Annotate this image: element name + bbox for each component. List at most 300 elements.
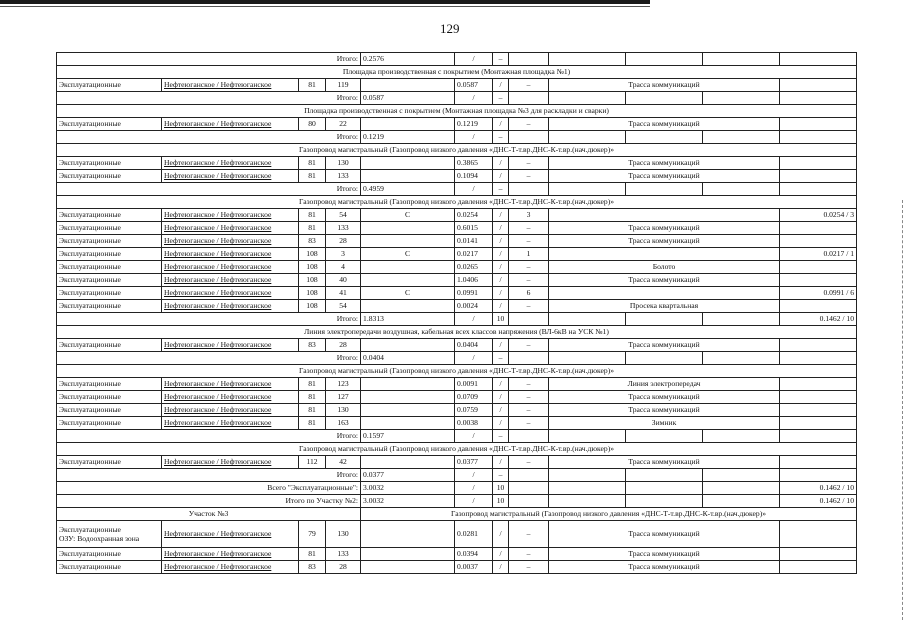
quarter-cell: 81 <box>299 378 326 391</box>
location-cell: Нефтеюганское / Нефтеюганское <box>162 391 299 404</box>
land-type-cell: Трасса коммуникаций <box>549 561 780 574</box>
slash-cell: / <box>493 222 509 235</box>
area-cell: 0.2576 <box>361 53 455 66</box>
blank-cell <box>703 495 780 508</box>
blank-cell <box>509 482 549 495</box>
blank-cell <box>703 352 780 365</box>
total-label: Итого: <box>57 53 361 66</box>
data-row <box>57 118 857 131</box>
category-cell <box>57 521 162 548</box>
count-cell: – <box>509 404 549 417</box>
data-row <box>57 274 857 287</box>
quarter-cell: 108 <box>299 248 326 261</box>
count-cell: – <box>509 79 549 92</box>
encumbrance-cell <box>780 391 857 404</box>
area-cell: 3.0032 <box>361 482 455 495</box>
category-text: Эксплуатационные <box>59 80 121 90</box>
encumbrance-cell <box>780 469 857 482</box>
count-cell: – <box>509 222 549 235</box>
area-cell: 0.0377 <box>455 456 493 469</box>
area-cell: 0.0587 <box>361 92 455 105</box>
category-text: Эксплуатационные <box>59 262 121 272</box>
quarter-cell: 83 <box>299 561 326 574</box>
quarter-cell: 83 <box>299 235 326 248</box>
location-cell: Нефтеюганское / Нефтеюганское <box>162 235 299 248</box>
code-cell <box>361 391 455 404</box>
data-row <box>57 404 857 417</box>
plot-cell: 41 <box>326 287 361 300</box>
quarter-cell: 112 <box>299 456 326 469</box>
quarter-cell: 81 <box>299 222 326 235</box>
area-cell: 0.6015 <box>455 222 493 235</box>
blank-cell <box>626 495 703 508</box>
blank-cell <box>703 469 780 482</box>
object-header-row <box>57 365 857 378</box>
count-cell: – <box>493 352 509 365</box>
plot-cell: 4 <box>326 261 361 274</box>
object-title: Газопровод магистральный (Газопровод низкого давления «ДНС-Т-т.вр.ДНС-К-т.вр.(нач.дюкер)» <box>57 144 857 157</box>
slash-cell: / <box>455 352 493 365</box>
category-cell <box>57 339 162 352</box>
slash-cell: / <box>493 235 509 248</box>
count-cell: 3 <box>509 209 549 222</box>
slash-cell: / <box>493 417 509 430</box>
blank-cell <box>703 53 780 66</box>
blank-cell <box>626 469 703 482</box>
land-type-cell: Трасса коммуникаций <box>549 235 780 248</box>
encumbrance-cell <box>780 339 857 352</box>
data-row <box>57 339 857 352</box>
total-label: Итого: <box>57 92 361 105</box>
slash-cell: / <box>455 430 493 443</box>
blank-cell <box>509 183 549 196</box>
encumbrance-cell <box>780 118 857 131</box>
encumbrance-cell <box>780 404 857 417</box>
data-row <box>57 209 857 222</box>
encumbrance-cell: 0.0217 / 1 <box>780 248 857 261</box>
blank-cell <box>703 131 780 144</box>
quarter-cell: 81 <box>299 209 326 222</box>
object-header-row <box>57 326 857 339</box>
blank-cell <box>626 131 703 144</box>
category-cell <box>57 209 162 222</box>
plot-cell: 54 <box>326 300 361 313</box>
quarter-cell: 81 <box>299 417 326 430</box>
area-cell: 0.0404 <box>455 339 493 352</box>
code-cell <box>361 404 455 417</box>
quarter-cell: 108 <box>299 261 326 274</box>
blank-cell <box>703 313 780 326</box>
category-cell <box>57 274 162 287</box>
blank-cell <box>703 92 780 105</box>
slash-cell: / <box>493 378 509 391</box>
total-row <box>57 469 857 482</box>
blank-cell <box>626 430 703 443</box>
category-cell <box>57 170 162 183</box>
total-row <box>57 53 857 66</box>
slash-cell: / <box>493 404 509 417</box>
encumbrance-cell <box>780 352 857 365</box>
code-cell <box>361 222 455 235</box>
land-type-cell: Зимник <box>549 417 780 430</box>
encumbrance-cell: 0.1462 / 10 <box>780 482 857 495</box>
area-cell: 0.0141 <box>455 235 493 248</box>
data-row <box>57 261 857 274</box>
quarter-cell: 81 <box>299 157 326 170</box>
category-text: Эксплуатационные <box>59 171 121 181</box>
category-text: Эксплуатационные <box>59 301 121 311</box>
data-row <box>57 157 857 170</box>
data-row <box>57 548 857 561</box>
blank-cell <box>509 92 549 105</box>
count-cell: – <box>509 548 549 561</box>
land-type-cell: Трасса коммуникаций <box>549 118 780 131</box>
total-label: Итого: <box>57 183 361 196</box>
object-title: Газопровод магистральный (Газопровод низкого давления «ДНС-Т-т.вр.ДНС-К-т.вр.(нач.дюкер)» <box>57 365 857 378</box>
encumbrance-cell: 0.0254 / 3 <box>780 209 857 222</box>
code-cell: С <box>361 209 455 222</box>
data-row <box>57 170 857 183</box>
plot-cell: 28 <box>326 235 361 248</box>
location-cell: Нефтеюганское / Нефтеюганское <box>162 561 299 574</box>
plot-cell: 119 <box>326 79 361 92</box>
data-row <box>57 300 857 313</box>
category-cell <box>57 548 162 561</box>
object-title: Площадка производственная с покрытием (Монтажная площадка №1) <box>57 66 857 79</box>
blank-cell <box>626 313 703 326</box>
code-cell <box>361 274 455 287</box>
slash-cell: / <box>493 456 509 469</box>
plot-cell: 133 <box>326 548 361 561</box>
encumbrance-cell <box>780 131 857 144</box>
category-cell <box>57 261 162 274</box>
page-number: 129 <box>440 21 460 36</box>
location-cell: Нефтеюганское / Нефтеюганское <box>162 79 299 92</box>
quarter-cell: 81 <box>299 170 326 183</box>
code-cell <box>361 521 455 548</box>
category-text: Эксплуатационные <box>59 379 121 389</box>
encumbrance-cell <box>780 170 857 183</box>
plot-cell: 3 <box>326 248 361 261</box>
quarter-cell: 81 <box>299 404 326 417</box>
land-type-cell: Трасса коммуникаций <box>549 170 780 183</box>
land-type-cell: Трасса коммуникаций <box>549 548 780 561</box>
category-cell <box>57 300 162 313</box>
count-cell: – <box>493 131 509 144</box>
count-cell: – <box>509 391 549 404</box>
count-cell: – <box>509 561 549 574</box>
code-cell: С <box>361 287 455 300</box>
count-cell: – <box>509 118 549 131</box>
object-header-row <box>57 196 857 209</box>
data-row <box>57 222 857 235</box>
slash-cell: / <box>455 495 493 508</box>
blank-cell <box>626 482 703 495</box>
total-row <box>57 482 857 495</box>
slash-cell: / <box>455 53 493 66</box>
blank-cell <box>626 183 703 196</box>
encumbrance-cell <box>780 274 857 287</box>
slash-cell: / <box>455 183 493 196</box>
slash-cell: / <box>493 287 509 300</box>
slash-cell: / <box>493 79 509 92</box>
land-type-cell: Трасса коммуникаций <box>549 79 780 92</box>
code-cell <box>361 118 455 131</box>
encumbrance-cell <box>780 300 857 313</box>
location-cell: Нефтеюганское / Нефтеюганское <box>162 261 299 274</box>
blank-cell <box>549 430 626 443</box>
location-cell: Нефтеюганское / Нефтеюганское <box>162 339 299 352</box>
blank-cell <box>509 352 549 365</box>
encumbrance-cell <box>780 222 857 235</box>
slash-cell: / <box>455 469 493 482</box>
data-row <box>57 456 857 469</box>
category-text: Эксплуатационные <box>59 119 121 129</box>
area-cell: 0.0091 <box>455 378 493 391</box>
location-cell: Нефтеюганское / Нефтеюганское <box>162 209 299 222</box>
total-label: Всего "Эксплуатационные": <box>57 482 361 495</box>
count-cell: – <box>509 300 549 313</box>
encumbrance-cell: 0.1462 / 10 <box>780 495 857 508</box>
quarter-cell: 81 <box>299 391 326 404</box>
area-cell: 0.0254 <box>455 209 493 222</box>
category-text: Эксплуатационные <box>59 457 121 467</box>
blank-cell <box>549 131 626 144</box>
encumbrance-cell <box>780 92 857 105</box>
count-cell: – <box>509 157 549 170</box>
category-cell <box>57 417 162 430</box>
data-row <box>57 248 857 261</box>
data-row <box>57 391 857 404</box>
blank-cell <box>626 92 703 105</box>
blank-cell <box>549 482 626 495</box>
object-title: Газопровод магистральный (Газопровод низкого давления «ДНС-Т-т.вр.ДНС-К-т.вр.(нач.дюкер)» <box>57 443 857 456</box>
plot-cell: 127 <box>326 391 361 404</box>
count-cell: 6 <box>509 287 549 300</box>
category-cell <box>57 118 162 131</box>
land-type-cell: Трасса коммуникаций <box>549 404 780 417</box>
count-cell: – <box>509 456 549 469</box>
object-title: Газопровод магистральный (Газопровод низкого давления «ДНС-Т-т.вр.ДНС-К-т.вр.(нач.дюкер)» <box>361 508 857 521</box>
count-cell: – <box>509 378 549 391</box>
area-cell: 0.0394 <box>455 548 493 561</box>
section-header-row <box>57 508 857 521</box>
area-cell: 1.8313 <box>361 313 455 326</box>
blank-cell <box>703 482 780 495</box>
plot-cell: 163 <box>326 417 361 430</box>
slash-cell: / <box>493 248 509 261</box>
category-cell <box>57 378 162 391</box>
total-row <box>57 430 857 443</box>
code-cell <box>361 561 455 574</box>
code-cell <box>361 300 455 313</box>
plot-cell: 40 <box>326 274 361 287</box>
plot-cell: 133 <box>326 170 361 183</box>
top-rule <box>0 0 650 4</box>
count-cell: – <box>509 274 549 287</box>
plot-cell: 54 <box>326 209 361 222</box>
blank-cell <box>626 53 703 66</box>
count-cell: – <box>493 430 509 443</box>
land-type-cell: Линия электропередач <box>549 378 780 391</box>
count-cell: 10 <box>493 482 509 495</box>
plot-cell: 130 <box>326 404 361 417</box>
land-type-cell: Болото <box>549 261 780 274</box>
total-row <box>57 131 857 144</box>
slash-cell: / <box>455 313 493 326</box>
category-text: Эксплуатационные <box>59 236 121 246</box>
plot-cell: 123 <box>326 378 361 391</box>
total-label: Итого по Участку №2: <box>57 495 361 508</box>
total-label: Итого: <box>57 313 361 326</box>
area-cell: 3.0032 <box>361 495 455 508</box>
count-cell: – <box>493 92 509 105</box>
area-cell: 0.1597 <box>361 430 455 443</box>
category-text: Эксплуатационные <box>59 524 121 534</box>
total-label: Итого: <box>57 352 361 365</box>
count-cell: 1 <box>509 248 549 261</box>
blank-cell <box>549 495 626 508</box>
slash-cell: / <box>455 92 493 105</box>
code-cell <box>361 339 455 352</box>
object-header-row <box>57 66 857 79</box>
category-cell <box>57 248 162 261</box>
object-title: Площадка производственная с покрытием (Монтажная площадка №3 для раскладки и сварки) <box>57 105 857 118</box>
total-label: Итого: <box>57 131 361 144</box>
slash-cell: / <box>493 339 509 352</box>
location-cell: Нефтеюганское / Нефтеюганское <box>162 417 299 430</box>
encumbrance-cell <box>780 561 857 574</box>
location-cell: Нефтеюганское / Нефтеюганское <box>162 287 299 300</box>
slash-cell: / <box>493 157 509 170</box>
location-cell: Нефтеюганское / Нефтеюганское <box>162 300 299 313</box>
encumbrance-cell <box>780 430 857 443</box>
slash-cell: / <box>493 118 509 131</box>
area-cell: 0.0038 <box>455 417 493 430</box>
object-header-row <box>57 144 857 157</box>
category-cell <box>57 79 162 92</box>
land-type-cell: Трасса коммуникаций <box>549 339 780 352</box>
category-text: Эксплуатационные <box>59 158 121 168</box>
area-cell: 0.0404 <box>361 352 455 365</box>
count-cell: – <box>509 170 549 183</box>
quarter-cell: 108 <box>299 287 326 300</box>
category-text: Эксплуатационные <box>59 392 121 402</box>
plot-cell: 22 <box>326 118 361 131</box>
data-row <box>57 79 857 92</box>
location-cell: Нефтеюганское / Нефтеюганское <box>162 404 299 417</box>
plot-cell: 130 <box>326 157 361 170</box>
location-cell: Нефтеюганское / Нефтеюганское <box>162 274 299 287</box>
category-cell <box>57 391 162 404</box>
zone-text: ОЗУ: Водоохранная зона <box>59 534 140 543</box>
blank-cell <box>549 313 626 326</box>
category-text: Эксплуатационные <box>59 562 121 572</box>
code-cell <box>361 548 455 561</box>
land-type-cell: Трасса коммуникаций <box>549 521 780 548</box>
category-cell <box>57 222 162 235</box>
count-cell: – <box>493 469 509 482</box>
count-cell: – <box>509 235 549 248</box>
location-cell: Нефтеюганское / Нефтеюганское <box>162 222 299 235</box>
land-type-cell <box>549 209 780 222</box>
encumbrance-cell <box>780 521 857 548</box>
quarter-cell: 79 <box>299 521 326 548</box>
category-text: Эксплуатационные <box>59 223 121 233</box>
category-cell <box>57 287 162 300</box>
total-row <box>57 313 857 326</box>
slash-cell: / <box>493 274 509 287</box>
slash-cell: / <box>493 561 509 574</box>
plot-cell: 28 <box>326 561 361 574</box>
category-text: Эксплуатационные <box>59 210 121 220</box>
location-cell: Нефтеюганское / Нефтеюганское <box>162 521 299 548</box>
area-cell: 0.0587 <box>455 79 493 92</box>
area-cell: 0.1219 <box>361 131 455 144</box>
blank-cell <box>549 352 626 365</box>
data-row <box>57 521 857 548</box>
object-header-row <box>57 443 857 456</box>
area-cell: 0.0709 <box>455 391 493 404</box>
slash-cell: / <box>493 261 509 274</box>
category-text: Эксплуатационные <box>59 288 121 298</box>
location-cell: Нефтеюганское / Нефтеюганское <box>162 157 299 170</box>
blank-cell <box>509 131 549 144</box>
blank-cell <box>509 430 549 443</box>
code-cell <box>361 157 455 170</box>
category-cell <box>57 157 162 170</box>
count-cell: – <box>509 417 549 430</box>
category-cell <box>57 456 162 469</box>
area-cell: 0.0281 <box>455 521 493 548</box>
blank-cell <box>549 183 626 196</box>
land-type-cell <box>549 287 780 300</box>
location-cell: Нефтеюганское / Нефтеюганское <box>162 548 299 561</box>
data-row <box>57 378 857 391</box>
land-type-cell: Трасса коммуникаций <box>549 456 780 469</box>
slash-cell: / <box>455 131 493 144</box>
blank-cell <box>703 430 780 443</box>
encumbrance-cell <box>780 378 857 391</box>
slash-cell: / <box>493 521 509 548</box>
code-cell: С <box>361 248 455 261</box>
blank-cell <box>509 313 549 326</box>
area-cell: 0.1094 <box>455 170 493 183</box>
top-rule-thin <box>0 6 650 7</box>
code-cell <box>361 79 455 92</box>
area-cell: 1.0406 <box>455 274 493 287</box>
encumbrance-cell: 0.0991 / 6 <box>780 287 857 300</box>
code-cell <box>361 417 455 430</box>
area-cell: 0.0265 <box>455 261 493 274</box>
quarter-cell: 83 <box>299 339 326 352</box>
total-label: Итого: <box>57 469 361 482</box>
area-cell: 0.0759 <box>455 404 493 417</box>
category-text: Эксплуатационные <box>59 275 121 285</box>
category-cell <box>57 235 162 248</box>
area-cell: 0.4959 <box>361 183 455 196</box>
category-text: Эксплуатационные <box>59 340 121 350</box>
object-title: Линия электропередачи воздушная, кабельная всех классов напряжения (ВЛ-6кВ на УСК №1) <box>57 326 857 339</box>
encumbrance-cell <box>780 79 857 92</box>
land-type-cell <box>549 248 780 261</box>
encumbrance-cell <box>780 261 857 274</box>
slash-cell: / <box>493 170 509 183</box>
slash-cell: / <box>493 300 509 313</box>
quarter-cell: 81 <box>299 79 326 92</box>
count-cell: 10 <box>493 313 509 326</box>
object-header-row <box>57 105 857 118</box>
